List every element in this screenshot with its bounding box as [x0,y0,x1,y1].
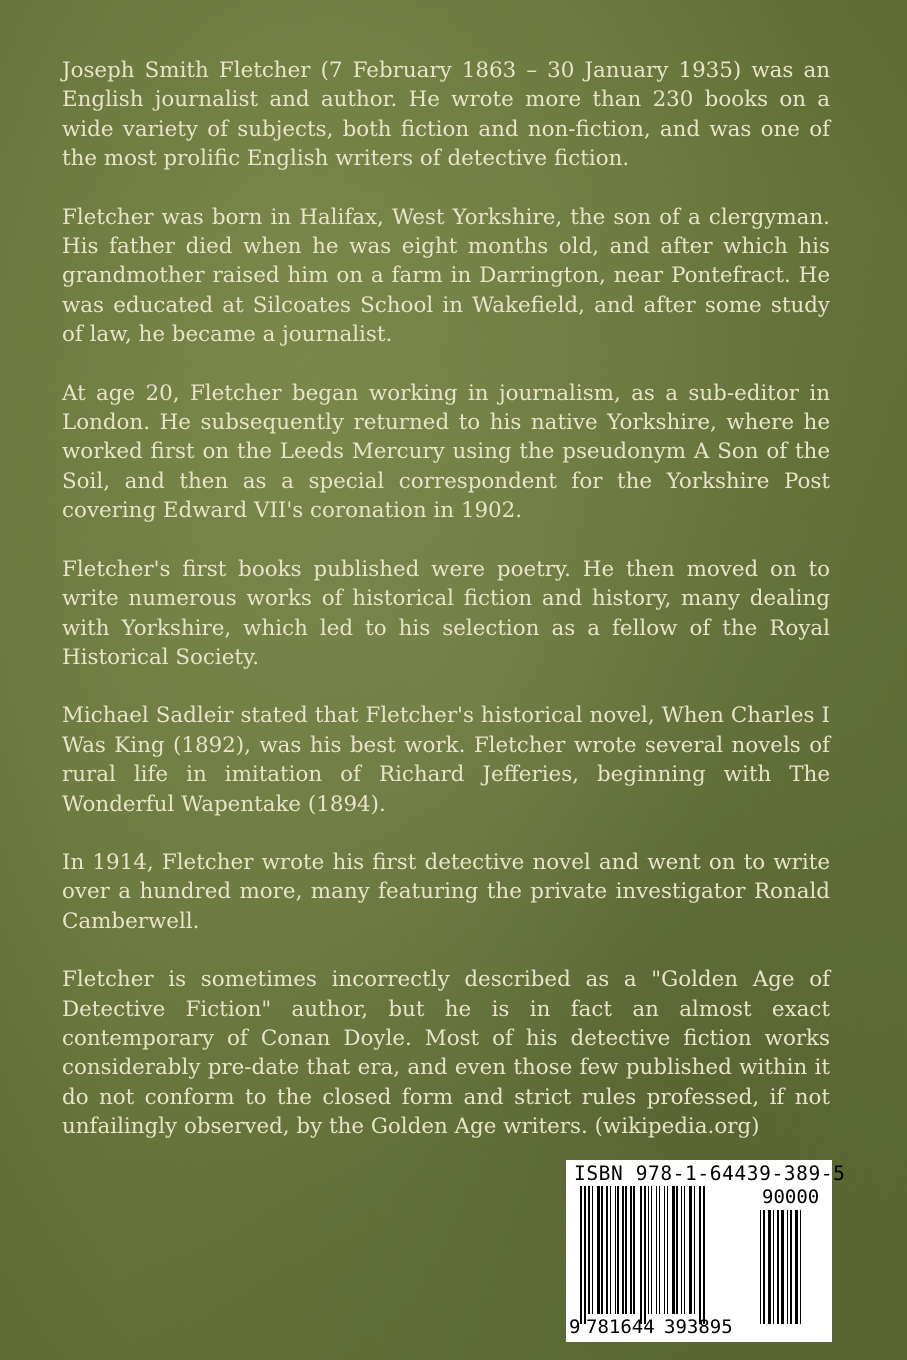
isbn-label: ISBN 978-1-64439-389-5 [574,1162,846,1185]
barcode-bar [795,1210,798,1324]
barcode-bar [622,1186,624,1314]
barcode-bar [664,1186,665,1314]
blurb-paragraph: At age 20, Fletcher began working in journalism, as a sub-editor in London. He subsequently returned to his native Yorkshire, where he worked first on the Leeds Mercury using the pseudonym A Son of the Soil, and then as a special correspondent for the Yorkshire Post covering Edward VII's coronation in 1902. [62,380,830,524]
barcode-bar [610,1186,611,1314]
barcode-bar [768,1210,771,1324]
barcode-bar [648,1186,649,1314]
barcode-bar [800,1210,801,1324]
barcode-bar [781,1210,784,1324]
ean-left-group: 781644 [586,1316,655,1338]
barcode-bar [659,1186,660,1314]
barcode-bar [763,1210,765,1324]
barcode-bar [777,1210,779,1324]
barcode-bar [633,1186,635,1314]
barcode-bar [617,1186,619,1314]
barcode-bar [615,1186,616,1314]
blurb-paragraph: Fletcher was born in Halifax, West Yorkshire, the son of a clergyman. His father died when he was eight months old, and after which his grandmother raised him on a farm in Darrington, near Pontefract. He was educated at Silcoates School in Wakefield, and after some study of law, he became a journalist. [62,204,830,348]
barcode-bar [601,1186,603,1314]
addon-code: 90000 [762,1186,820,1208]
barcode-bar [630,1186,632,1314]
barcode-bar [584,1186,586,1324]
barcode-bar [790,1210,792,1324]
barcode-bar [684,1186,685,1314]
isbn-barcode [566,1160,846,1342]
blurb-paragraph: In 1914, Fletcher wrote his first detective novel and went on to write over a hundred more, many featuring the private investigator Ronald Camberwell. [62,849,830,934]
barcode-bar [592,1186,593,1314]
barcode-bar [625,1186,627,1314]
blurb-paragraph: Fletcher is sometimes incorrectly described as a "Golden Age of Detective Fiction" author, but he is in fact an almost exact contemporary of Conan Doyle. Most of his detective fiction works considerably pre-date that era, and even those few published within it do not conform to the closed form and strict rules professed, if not unfailingly observed, by the Golden Age writers. (wikipedia.org) [62,967,830,1140]
barcode-bar [681,1186,682,1314]
barcode-bar [588,1186,590,1314]
barcode-bar [667,1186,668,1314]
barcode-bar [703,1186,705,1324]
barcode-bar [773,1210,774,1324]
barcode-bar [689,1186,692,1314]
barcode-bar [694,1186,695,1314]
barcode-bar [676,1186,678,1314]
blurb-paragraph: Michael Sadleir stated that Fletcher's historical novel, When Charles I Was King (1892), was his best work. Fletcher wrote several novels of rural life in imitation of Richard Jefferies, beginning with The Wonderful Wapentake (1894). [62,703,830,817]
barcode-bar [760,1210,761,1324]
barcode-bar [672,1186,675,1314]
ean-first-digit: 9 [569,1316,581,1338]
blurb-paragraph: Fletcher's first books published were poetry. He then moved on to write numerous works of historical fiction and history, many dealing with Yorkshire, which led to his selection as a fellow of the Royal Historical Society. [62,556,830,670]
blurb-paragraph: Joseph Smith Fletcher (7 February 1863 – 30 January 1935) was an English journalist and author. He wrote more than 230 books on a wide variety of subjects, both fiction and non-fiction, and was one of the most prolific English writers of detective fiction. [62,58,830,172]
barcode-bar [606,1186,608,1314]
barcode-bar [787,1210,788,1324]
barcode-bar [699,1186,701,1324]
barcode-bar [644,1186,646,1324]
barcode-bar [597,1186,600,1314]
barcode-bar [651,1186,652,1314]
barcode-bar [656,1186,657,1314]
ean-right-group: 393895 [664,1316,733,1338]
barcode-bar [640,1186,642,1324]
blurb-text [62,56,830,1171]
barcode-bar [580,1186,582,1324]
